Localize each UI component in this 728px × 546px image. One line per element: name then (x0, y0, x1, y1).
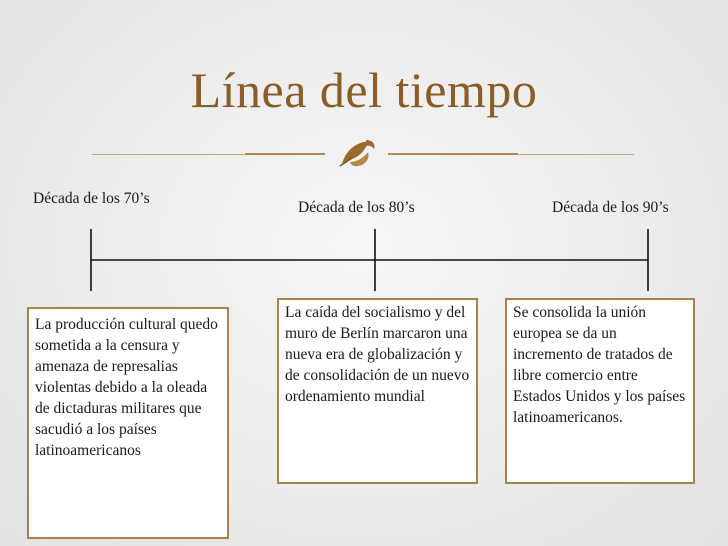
decade-label-80s: Década de los 80’s (298, 199, 415, 216)
decade-label-90s: Década de los 90’s (552, 199, 669, 216)
event-box-70s (27, 307, 229, 539)
event-text-70s: La producción cultural quedo sometida a la censura y amenaza de represalias violentas debido a la oleada de dictaduras militares que sacudió a los países latinoamericanos (35, 316, 218, 459)
slide-title: Línea del tiempo (190, 62, 538, 118)
event-text-80s: La caída del socialismo y del muro de Berlín marcaron una nueva era de globalización y de consolidación de un nuevo ordenamiento mundial (285, 304, 470, 405)
event-box-80s (277, 298, 478, 484)
event-text-90s: Se consolida la unión europea se da un incremento de tratados de libre comercio entre Estados Unidos y los países latinoamericanos. (513, 304, 686, 426)
event-box-90s (505, 298, 695, 484)
decade-label-70s: Década de los 70’s (33, 190, 150, 207)
